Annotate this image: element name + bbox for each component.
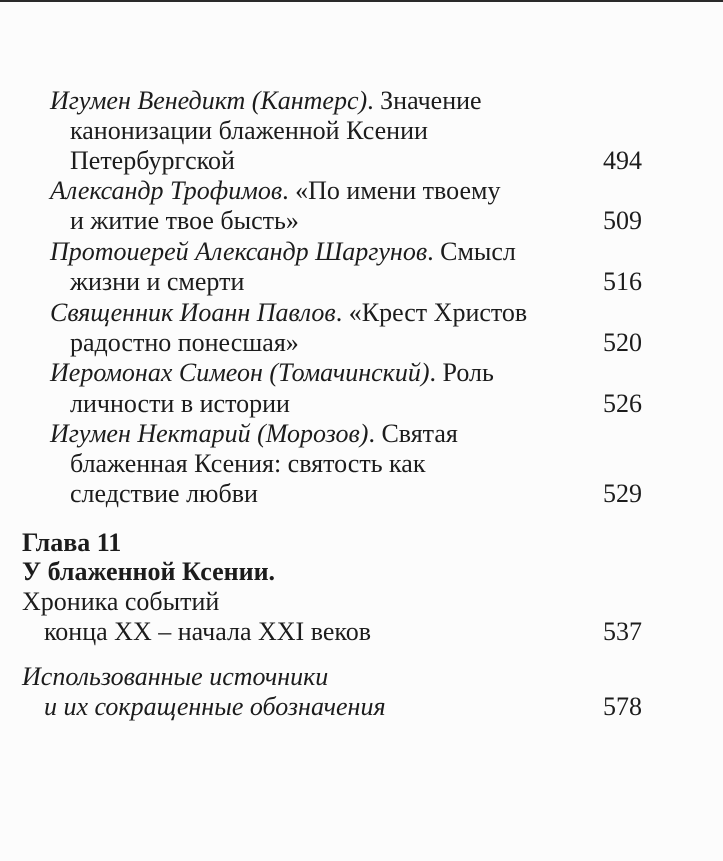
toc-entry-4-line-2: радостно понесшая» [70,328,299,357]
toc-entry-2-page: 509 [603,206,642,235]
toc-entry-1-line-2: канонизации блаженной Ксении [70,116,428,145]
sources-page: 578 [603,692,642,721]
toc-entry-author: Александр Трофимов [50,176,283,205]
toc-entry-6-page: 529 [603,479,642,508]
toc-entry-3-line-2: жизни и смерти [70,267,245,296]
toc-entry-6-line-1: Игумен Нектарий (Морозов). Святая [50,419,458,448]
chapter-title: У блаженной Ксении. [22,557,276,586]
toc-entry-3-line-1: Протоиерей Александр Шаргунов. Смысл [50,237,516,266]
chapter-label: Глава 11 [22,528,122,557]
chapter-subtitle-line-1: Хроника событий [22,587,220,616]
toc-entry-5-page: 526 [603,389,642,418]
toc-entry-5-line-2: личности в истории [70,389,290,418]
toc-entry-title: Роль [442,358,494,387]
toc-entry-title: Смысл [440,237,516,266]
toc-entry-4-page: 520 [603,328,642,357]
toc-entry-author: Игумен Нектарий (Морозов) [50,419,369,448]
toc-entry-title: «По имени твоему [295,176,501,205]
toc-entry-2-line-2: и житие твое бысть» [70,206,299,235]
toc-entry-6-line-3: следствие любви [70,479,258,508]
toc-entry-5-line-1: Иеромонах Симеон (Томачинский). Роль [50,358,494,387]
toc-entry-6-line-2: блаженная Ксения: святость как [70,449,426,478]
toc-entry-3-page: 516 [603,267,642,296]
toc-entry-2-line-1: Александр Трофимов. «По имени твоему [50,176,501,205]
chapter-subtitle-line-2: конца XX – начала XXI веков [44,617,371,646]
toc-entry-title: Значение [380,86,482,115]
sources-line-1: Использованные источники [22,662,329,691]
toc-entry-author: Протоиерей Александр Шаргунов [50,237,428,266]
toc-entry-author: Священник Иоанн Павлов [50,298,336,327]
toc-entry-author: Иеромонах Симеон (Томачинский) [50,358,430,387]
toc-entry-1-page: 494 [603,146,642,175]
toc-entry-1-line-1: Игумен Венедикт (Кантерс). Значение [50,86,482,115]
toc-entry-1-line-3: Петербургской [70,146,235,175]
toc-entry-4-line-1: Священник Иоанн Павлов. «Крест Христов [50,298,528,327]
chapter-page: 537 [603,617,642,646]
sources-line-2: и их сокращенные обозначения [44,692,386,721]
toc-entry-title: «Крест Христов [348,298,528,327]
toc-entry-author: Игумен Венедикт (Кантерс) [50,86,368,115]
toc-entry-title: Святая [381,419,458,448]
